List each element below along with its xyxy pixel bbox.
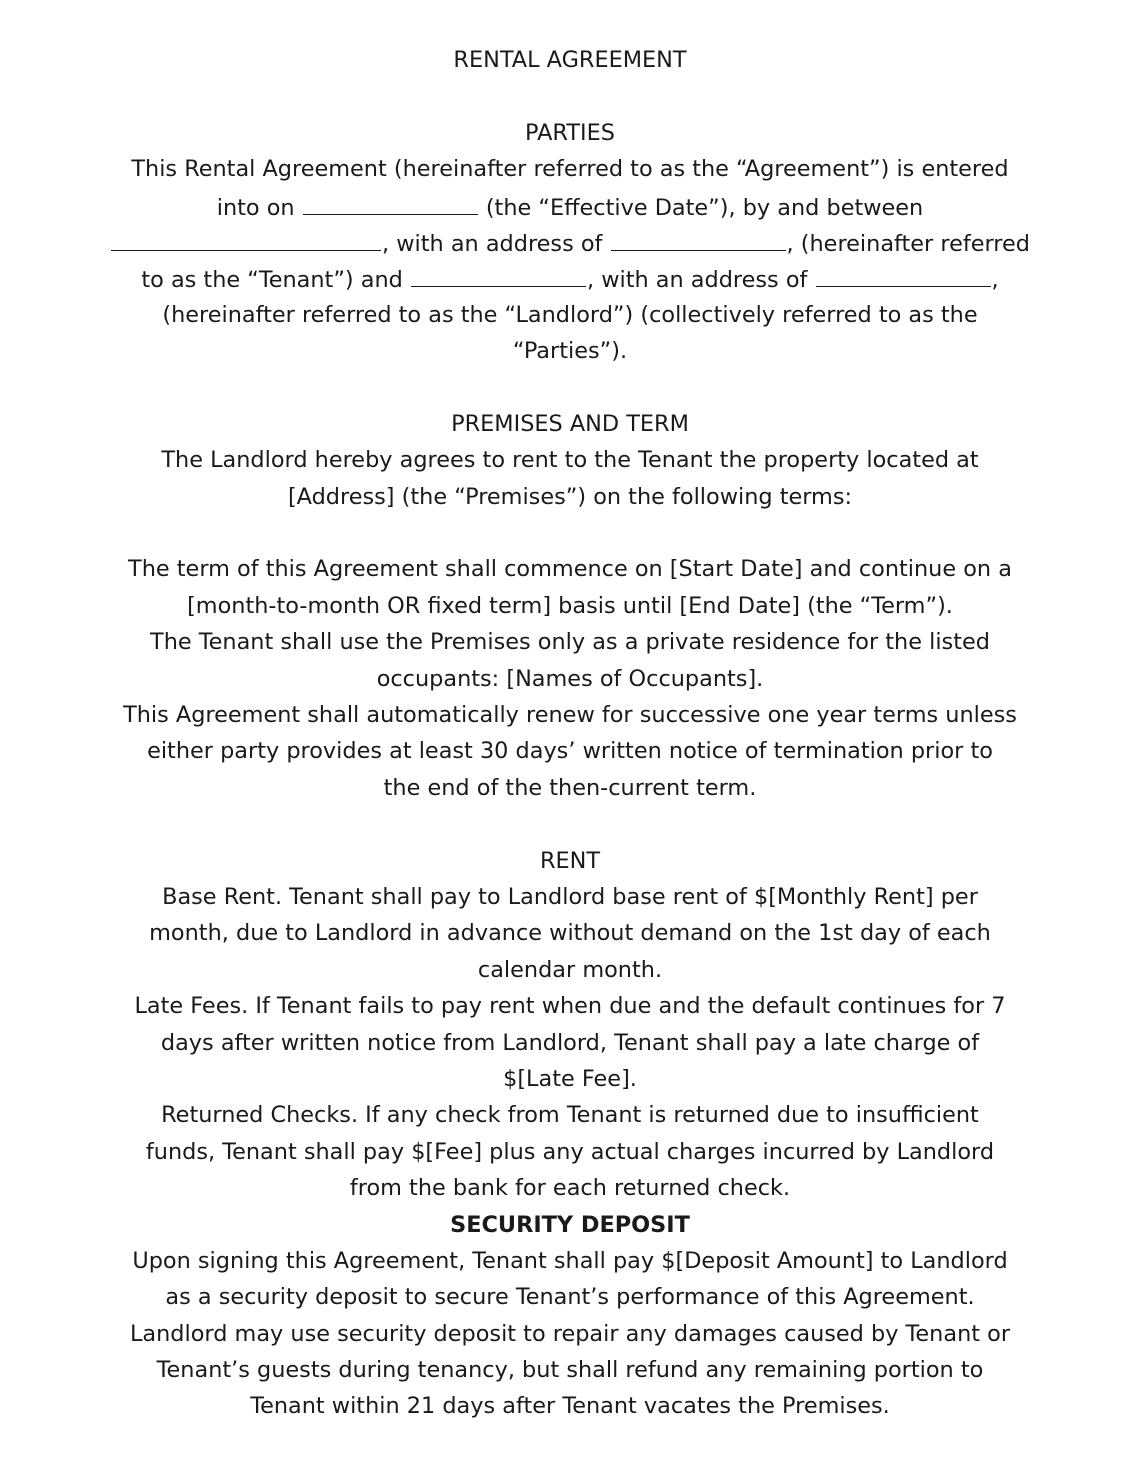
spacer bbox=[0, 78, 1140, 114]
rent-line-7: Returned Checks. If any check from Tenant is returned due to insufficient bbox=[161, 1102, 979, 1129]
landlord-address-blank[interactable] bbox=[816, 260, 991, 287]
premises-line-4: [month-to-month OR fixed term] basis until [End Date] (the “Term”). bbox=[187, 592, 953, 619]
tenant-address-blank[interactable] bbox=[611, 224, 786, 251]
parties-line-5: (hereinafter referred to as the “Landlord”) (collectively referred to as the bbox=[162, 301, 978, 328]
premises-line-5: The Tenant shall use the Premises only as a private residence for the listed bbox=[150, 629, 990, 656]
spacer bbox=[0, 806, 1140, 842]
parties-text: , (hereinafter referred bbox=[786, 230, 1030, 257]
security-line-4: Tenant’s guests during tenancy, but shall refund any remaining portion to bbox=[156, 1357, 984, 1384]
parties-heading: PARTIES bbox=[525, 119, 615, 146]
rent-line-8: funds, Tenant shall pay $[Fee] plus any actual charges incurred by Landlord bbox=[145, 1138, 995, 1165]
rent-line-2: month, due to Landlord in advance without demand on the 1st day of each bbox=[149, 920, 991, 947]
parties-line-6: “Parties”). bbox=[512, 338, 628, 365]
tenant-name-blank[interactable] bbox=[111, 224, 381, 251]
premises-line-8: either party provides at least 30 days’ written notice of termination prior to bbox=[147, 738, 993, 765]
parties-text: to as the “Tenant”) and bbox=[141, 267, 410, 294]
parties-text: , bbox=[991, 267, 999, 294]
security-deposit-section bbox=[0, 1207, 1140, 1425]
security-line-1: Upon signing this Agreement, Tenant shall pay $[Deposit Amount] to Landlord bbox=[132, 1247, 1008, 1274]
effective-date-blank[interactable] bbox=[303, 188, 478, 215]
premises-line-9: the end of the then-current term. bbox=[383, 774, 757, 801]
parties-line-2 bbox=[0, 188, 1140, 224]
parties-line-1: This Rental Agreement (hereinafter referred to as the “Agreement”) is entered bbox=[131, 156, 1009, 183]
rent-line-6: $[Late Fee]. bbox=[503, 1065, 637, 1092]
rent-heading: RENT bbox=[539, 847, 601, 874]
security-line-3: Landlord may use security deposit to repair any damages caused by Tenant or bbox=[129, 1320, 1011, 1347]
parties-text: into on bbox=[216, 194, 302, 221]
premises-section bbox=[0, 406, 1140, 806]
premises-line-2: [Address] (the “Premises”) on the following terms: bbox=[287, 483, 853, 510]
security-deposit-heading: SECURITY DEPOSIT bbox=[450, 1211, 690, 1238]
rent-section bbox=[0, 843, 1140, 1207]
parties-line-4 bbox=[0, 260, 1140, 296]
rental-agreement-document bbox=[0, 42, 1140, 1425]
rent-line-3: calendar month. bbox=[477, 956, 663, 983]
rent-line-4: Late Fees. If Tenant fails to pay rent when due and the default continues for 7 bbox=[134, 993, 1006, 1020]
parties-text: , with an address of bbox=[382, 230, 610, 257]
premises-line-7: This Agreement shall automatically renew for successive one year terms unless bbox=[123, 702, 1017, 729]
premises-line-1: The Landlord hereby agrees to rent to the Tenant the property located at bbox=[161, 447, 979, 474]
security-line-2: as a security deposit to secure Tenant’s performance of this Agreement. bbox=[165, 1284, 975, 1311]
rent-line-9: from the bank for each returned check. bbox=[349, 1175, 791, 1202]
parties-text: , with an address of bbox=[586, 267, 815, 294]
premises-line-6: occupants: [Names of Occupants]. bbox=[376, 665, 764, 692]
parties-text: (the “Effective Date”), by and between bbox=[478, 194, 924, 221]
parties-line-3 bbox=[0, 224, 1140, 260]
document-title: RENTAL AGREEMENT bbox=[453, 47, 687, 73]
parties-section bbox=[0, 115, 1140, 370]
premises-heading: PREMISES AND TERM bbox=[451, 410, 689, 437]
rent-line-1: Base Rent. Tenant shall pay to Landlord base rent of $[Monthly Rent] per bbox=[162, 883, 978, 910]
security-line-5: Tenant within 21 days after Tenant vacates the Premises. bbox=[250, 1393, 890, 1420]
spacer bbox=[0, 515, 1140, 551]
spacer bbox=[0, 370, 1140, 406]
rent-line-5: days after written notice from Landlord, Tenant shall pay a late charge of bbox=[160, 1029, 980, 1056]
landlord-name-blank[interactable] bbox=[411, 260, 586, 287]
premises-line-3: The term of this Agreement shall commence on [Start Date] and continue on a bbox=[128, 556, 1012, 583]
